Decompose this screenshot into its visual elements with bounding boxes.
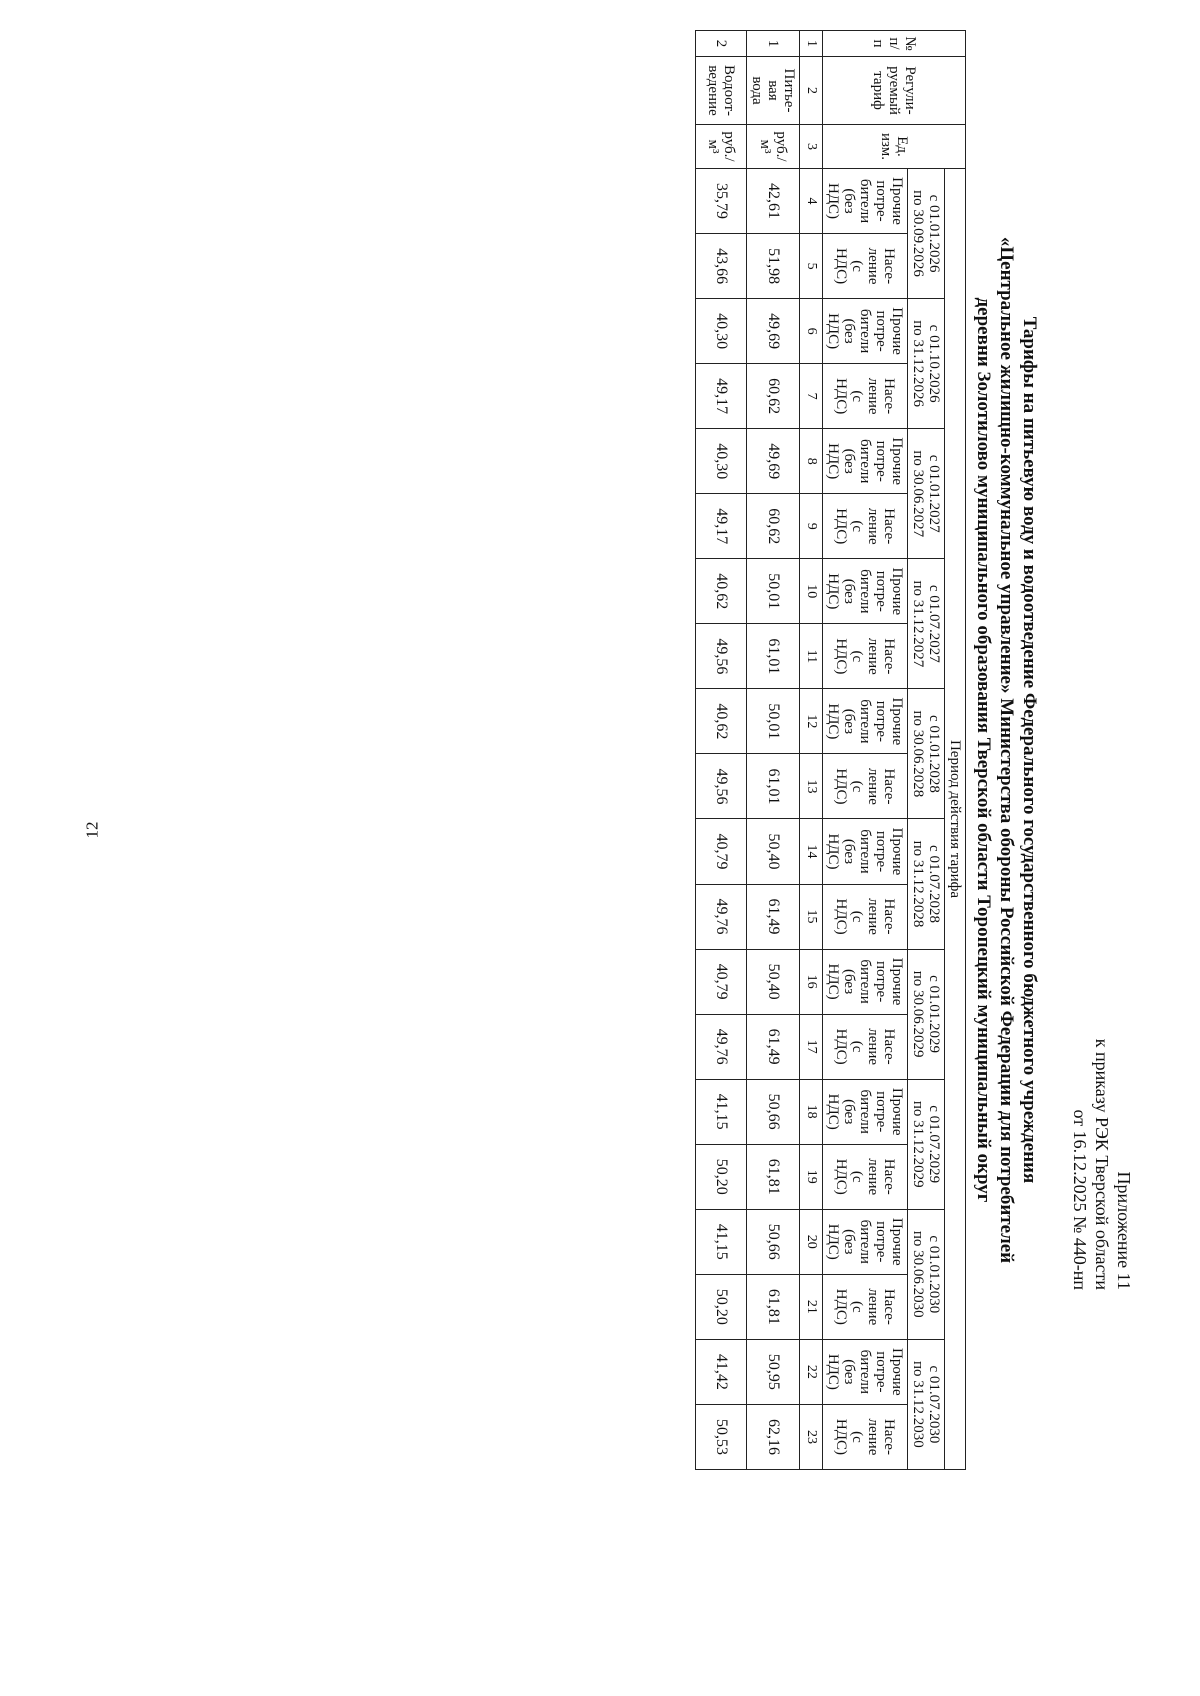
appendix-block — [1069, 30, 1135, 1290]
tariff-value: 50,01 — [747, 559, 800, 624]
tariff-value: 40,30 — [696, 429, 747, 494]
header-population: Насе- ление (с НДС) — [823, 1404, 908, 1469]
header-population: Насе- ление (с НДС) — [823, 884, 908, 949]
period-header: с 01.10.2026 по 31.12.2026 — [908, 299, 945, 429]
column-number: 18 — [800, 1079, 823, 1144]
column-number: 6 — [800, 299, 823, 364]
tariff-value: 50,01 — [747, 689, 800, 754]
header-other-consumers: Прочие потре- бители (без НДС) — [823, 1339, 908, 1404]
row-number: 2 — [696, 31, 747, 57]
column-number: 20 — [800, 1209, 823, 1274]
tariff-value: 50,95 — [747, 1339, 800, 1404]
period-header: с 01.07.2029 по 31.12.2029 — [908, 1079, 945, 1209]
column-number: 8 — [800, 429, 823, 494]
tariff-value: 49,76 — [696, 884, 747, 949]
tariff-value: 40,30 — [696, 299, 747, 364]
tariff-value: 50,20 — [696, 1144, 747, 1209]
header-other-consumers: Прочие потре- бители (без НДС) — [823, 1209, 908, 1274]
appendix-line-2: к приказу РЭК Тверской области — [1092, 1038, 1112, 1290]
column-number: 12 — [800, 689, 823, 754]
period-header: с 01.01.2030 по 30.06.2030 — [908, 1209, 945, 1339]
tariff-value: 50,53 — [696, 1404, 747, 1469]
row-tariff-name: Питье- вая вода — [747, 57, 800, 125]
tariff-value: 50,66 — [747, 1209, 800, 1274]
tariff-value: 61,01 — [747, 754, 800, 819]
document-title — [972, 30, 1041, 1470]
header-row-periods — [908, 31, 945, 1470]
tariff-value: 49,17 — [696, 494, 747, 559]
header-other-consumers: Прочие потре- бители (без НДС) — [823, 689, 908, 754]
tariff-value: 50,20 — [696, 1274, 747, 1339]
column-number: 11 — [800, 624, 823, 689]
tariff-value: 41,15 — [696, 1079, 747, 1144]
tariff-value: 50,40 — [747, 949, 800, 1014]
table-row — [747, 31, 800, 1470]
column-number: 23 — [800, 1404, 823, 1469]
tariff-value: 61,01 — [747, 624, 800, 689]
tariff-value: 35,79 — [696, 169, 747, 234]
tariff-value: 40,62 — [696, 689, 747, 754]
tariff-value: 60,62 — [747, 494, 800, 559]
period-header: с 01.07.2028 по 31.12.2028 — [908, 819, 945, 949]
header-other-consumers: Прочие потре- бители (без НДС) — [823, 819, 908, 884]
header-population: Насе- ление (с НДС) — [823, 1274, 908, 1339]
tariff-value: 60,62 — [747, 364, 800, 429]
period-header: с 01.01.2029 по 30.06.2029 — [908, 949, 945, 1079]
period-header: с 01.07.2027 по 31.12.2027 — [908, 559, 945, 689]
period-header: с 01.01.2026 по 30.09.2026 — [908, 169, 945, 299]
appendix-line-3: от 16.12.2025 № 440-нп — [1070, 1109, 1090, 1290]
tariff-value: 49,76 — [696, 1014, 747, 1079]
row-unit: руб./м³ — [747, 125, 800, 169]
header-unit: Ед. изм. — [823, 125, 966, 169]
column-number: 16 — [800, 949, 823, 1014]
tariff-value: 49,17 — [696, 364, 747, 429]
tariff-value: 40,79 — [696, 819, 747, 884]
header-population: Насе- ление (с НДС) — [823, 1144, 908, 1209]
table-row — [696, 31, 747, 1470]
column-number: 22 — [800, 1339, 823, 1404]
column-number: 7 — [800, 364, 823, 429]
tariff-value: 61,81 — [747, 1274, 800, 1339]
title-line-1: Тарифы на питьевую воду и водоотведение Федерального государственного бюджетного учреждения — [1019, 316, 1040, 1184]
column-number: 19 — [800, 1144, 823, 1209]
column-number: 5 — [800, 234, 823, 299]
tariff-value: 61,81 — [747, 1144, 800, 1209]
tariff-value: 40,79 — [696, 949, 747, 1014]
row-number: 1 — [747, 31, 800, 57]
tariff-value: 62,16 — [747, 1404, 800, 1469]
row-tariff-name: Водоот- ведение — [696, 57, 747, 125]
header-period: Период действия тарифа — [945, 169, 966, 1470]
title-line-2: «Центральное жилищно-коммунальное управление» Министерства обороны Российской Федерации для потребителей — [996, 236, 1017, 1264]
column-number: 3 — [800, 125, 823, 169]
tariff-value: 49,69 — [747, 429, 800, 494]
title-line-3: деревни Золотилово муниципального образования Тверской области Торопецкий муниципальный округ — [973, 297, 994, 1203]
header-population: Насе- ление (с НДС) — [823, 624, 908, 689]
column-number: 17 — [800, 1014, 823, 1079]
header-population: Насе- ление (с НДС) — [823, 754, 908, 819]
column-number: 2 — [800, 57, 823, 125]
tariff-value: 42,61 — [747, 169, 800, 234]
tariff-value: 41,15 — [696, 1209, 747, 1274]
header-other-consumers: Прочие потре- бители (без НДС) — [823, 299, 908, 364]
header-other-consumers: Прочие потре- бители (без НДС) — [823, 559, 908, 624]
column-number: 14 — [800, 819, 823, 884]
header-other-consumers: Прочие потре- бители (без НДС) — [823, 949, 908, 1014]
tariff-value: 49,56 — [696, 624, 747, 689]
header-tariff: Регули- руемый тариф — [823, 57, 966, 125]
header-population: Насе- ление (с НДС) — [823, 364, 908, 429]
column-number: 1 — [800, 31, 823, 57]
tariff-table — [695, 30, 966, 1470]
row-unit: руб./м³ — [696, 125, 747, 169]
column-number-row — [800, 31, 823, 1470]
tariff-value: 50,66 — [747, 1079, 800, 1144]
rotated-page-content — [695, 30, 1135, 1470]
header-row-consumers — [823, 31, 908, 1470]
tariff-value: 41,42 — [696, 1339, 747, 1404]
tariff-value: 50,40 — [747, 819, 800, 884]
tariff-value: 43,66 — [696, 234, 747, 299]
tariff-value: 61,49 — [747, 1014, 800, 1079]
column-number: 9 — [800, 494, 823, 559]
header-other-consumers: Прочие потре- бители (без НДС) — [823, 429, 908, 494]
tariff-value: 61,49 — [747, 884, 800, 949]
appendix-line-1: Приложение 11 — [1114, 1171, 1134, 1290]
column-number: 21 — [800, 1274, 823, 1339]
tariff-value: 49,56 — [696, 754, 747, 819]
tariff-value: 49,69 — [747, 299, 800, 364]
header-population: Насе- ление (с НДС) — [823, 494, 908, 559]
header-row-1 — [945, 31, 966, 1470]
period-header: с 01.01.2027 по 30.06.2027 — [908, 429, 945, 559]
tariff-value: 51,98 — [747, 234, 800, 299]
header-population: Насе- ление (с НДС) — [823, 1014, 908, 1079]
period-header: с 01.07.2030 по 31.12.2030 — [908, 1339, 945, 1469]
column-number: 10 — [800, 559, 823, 624]
header-number: № п/ п — [823, 31, 966, 57]
column-number: 13 — [800, 754, 823, 819]
tariff-value: 40,62 — [696, 559, 747, 624]
period-header: с 01.01.2028 по 30.06.2028 — [908, 689, 945, 819]
header-other-consumers: Прочие потре- бители (без НДС) — [823, 1079, 908, 1144]
column-number: 15 — [800, 884, 823, 949]
header-population: Насе- ление (с НДС) — [823, 234, 908, 299]
column-number: 4 — [800, 169, 823, 234]
page-number: 12 — [82, 821, 102, 839]
header-other-consumers: Прочие потре- бители (без НДС) — [823, 169, 908, 234]
